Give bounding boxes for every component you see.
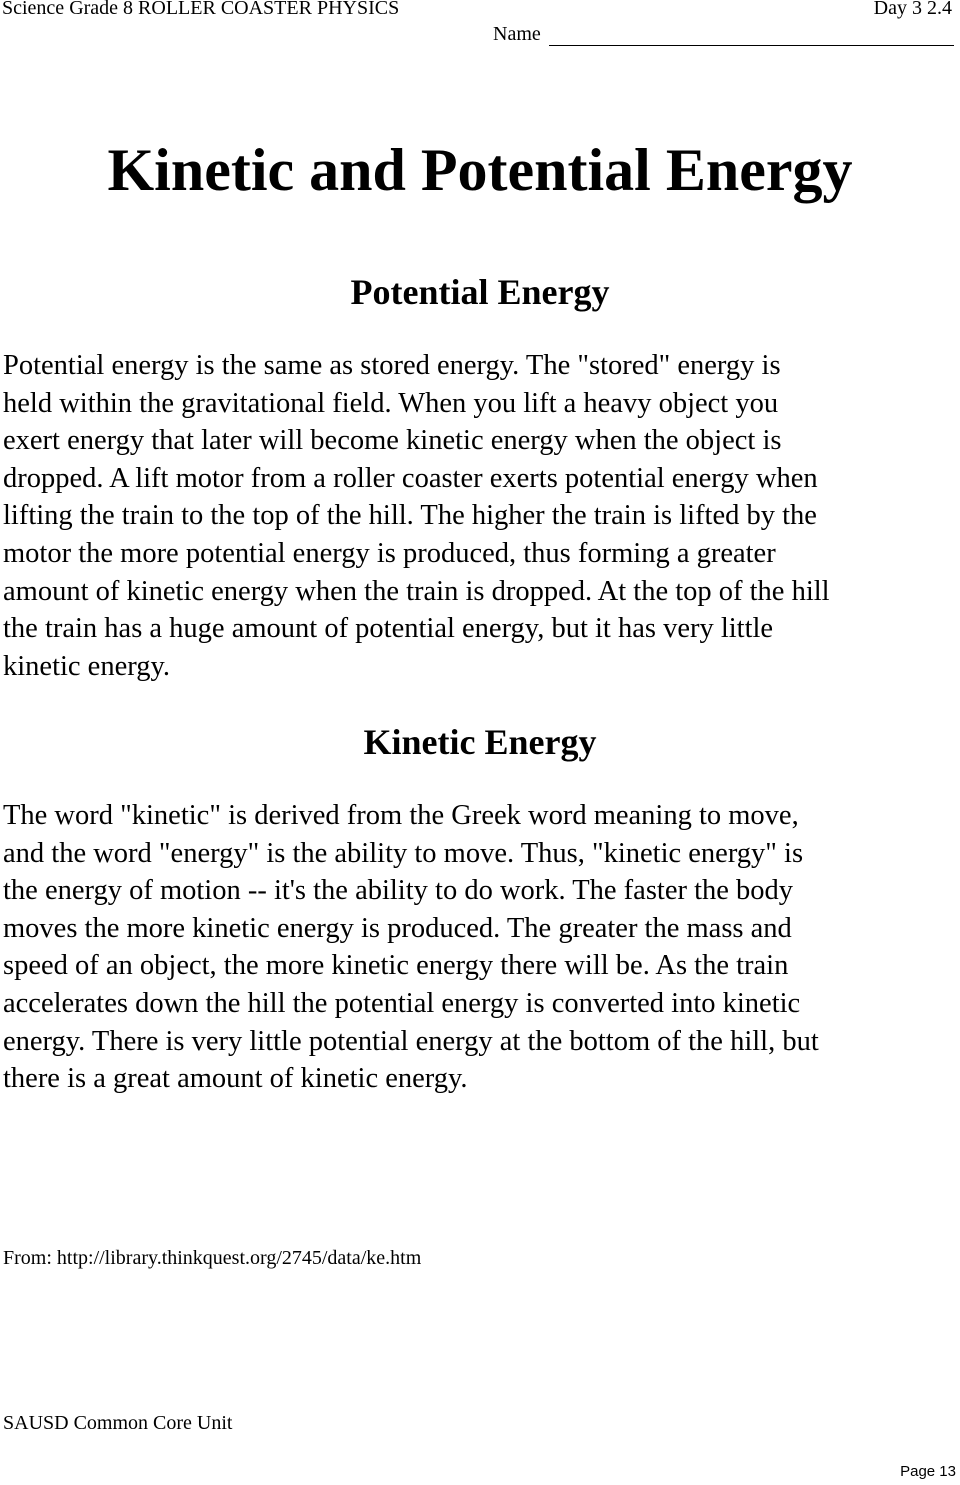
paragraph-line: dropped. A lift motor from a roller coaster exerts potential energy when <box>3 462 818 494</box>
paragraph-line: lifting the train to the top of the hill. The higher the train is lifted by the <box>3 500 817 532</box>
paragraph-line: moves the more kinetic energy is produced. The greater the mass and <box>3 912 792 944</box>
name-blank-line[interactable] <box>549 25 954 46</box>
kinetic-energy-heading: Kinetic Energy <box>363 722 597 762</box>
paragraph-line: the energy of motion -- it's the ability to do work. The faster the body <box>3 875 794 907</box>
paragraph-line: energy. There is very little potential energy at the bottom of the hill, but <box>3 1025 819 1057</box>
paragraph-line: held within the gravitational field. When you lift a heavy object you <box>3 387 779 419</box>
paragraph-line: exert energy that later will become kinetic energy when the object is <box>3 425 782 457</box>
paragraph-line: and the word "energy" is the ability to move. Thus, "kinetic energy" is <box>3 837 804 869</box>
paragraph-line: Potential energy is the same as stored energy. The "stored" energy is <box>3 350 781 381</box>
course-title: Science Grade 8 ROLLER COASTER PHYSICS <box>2 0 400 19</box>
paragraph-line: The word "kinetic" is derived from the Greek word meaning to move, <box>3 800 799 831</box>
paragraph-line: amount of kinetic energy when the train is dropped. At the top of the hill <box>3 575 830 607</box>
paragraph-line: speed of an object, the more kinetic energy there will be. As the train <box>3 950 789 982</box>
paragraph-line: the train has a huge amount of potential energy, but it has very little <box>3 613 774 645</box>
kinetic-energy-paragraph <box>3 797 958 1098</box>
paragraph-line: motor the more potential energy is produced, thus forming a greater <box>3 537 776 569</box>
paragraph-line: accelerates down the hill the potential energy is converted into kinetic <box>3 987 801 1019</box>
footer-unit: SAUSD Common Core Unit <box>3 1412 233 1434</box>
paragraph-line: kinetic energy. <box>3 650 170 682</box>
lesson-day: Day 3 2.4 <box>873 0 952 19</box>
page-title: Kinetic and Potential Energy <box>107 137 853 203</box>
name-label: Name <box>493 23 541 45</box>
name-field[interactable] <box>493 22 954 46</box>
paragraph-line: there is a great amount of kinetic energy. <box>3 1063 468 1095</box>
page-number: Page 13 <box>900 1463 956 1480</box>
potential-energy-paragraph <box>3 347 958 685</box>
source-citation: From: http://library.thinkquest.org/2745/data/ke.htm <box>3 1247 422 1269</box>
potential-energy-heading: Potential Energy <box>350 272 610 312</box>
